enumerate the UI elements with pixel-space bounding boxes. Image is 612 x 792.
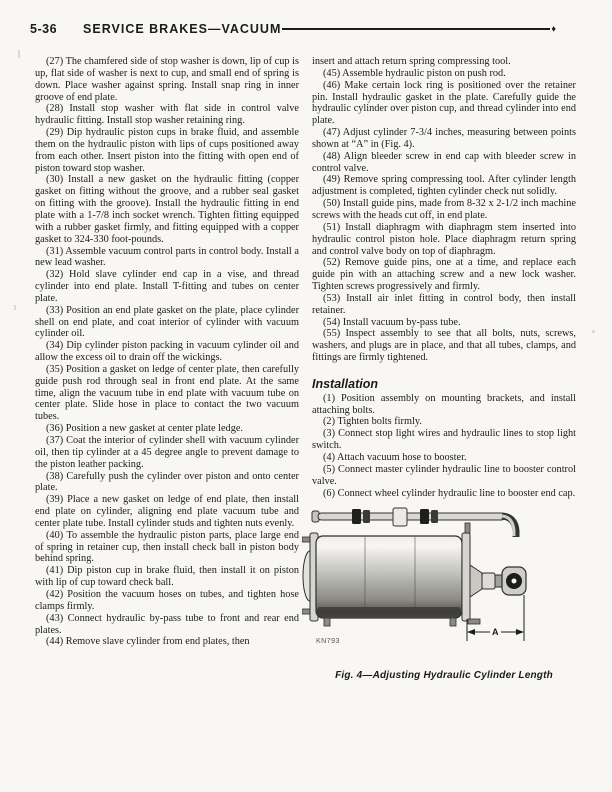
procedure-step: (34) Dip cylinder piston packing in vacuum cylinder oil and allow the excess oil to drain off the wickings. <box>35 340 299 364</box>
procedure-step: (47) Adjust cylinder 7-3/4 inches, measuring between points shown at “A” in (Fig. 4). <box>312 127 576 150</box>
procedure-step: (37) Coat the interior of cylinder shell with vacuum cylinder oil, then tip cylinder at a 45 degree angle to prevent damage to the piston leather packing. <box>35 435 299 470</box>
installation-steps <box>312 393 576 500</box>
scan-speck <box>14 305 16 310</box>
procedure-step: (50) Install guide pins, made from 8-32 x 2-1/2 inch machine screws with the heads cut off, in end plate. <box>312 198 576 221</box>
procedure-step: (36) Position a new gasket at center plate ledge. <box>46 423 244 435</box>
figure-4 <box>302 507 576 661</box>
procedure-step: (48) Align bleeder screw in end cap with bleeder screw in control valve. <box>312 150 576 174</box>
dimension-label: A <box>492 627 499 638</box>
installation-step: (1) Position assembly on mounting brackets, and install attaching bolts. <box>312 392 576 416</box>
left-column <box>35 56 299 682</box>
procedure-step: (38) Carefully push the cylinder over piston and onto center plate. <box>35 470 299 494</box>
figure-caption: Fig. 4—Adjusting Hydraulic Cylinder Length <box>335 670 553 682</box>
dimension-a <box>467 595 524 641</box>
installation-step: (4) Attach vacuum hose to booster. <box>323 452 467 463</box>
diamond-ornament: ♦ <box>551 23 556 33</box>
hose-clamp <box>420 509 429 524</box>
text-columns <box>35 56 576 682</box>
procedure-step: (27) The chamfered side of stop washer is down, lip of cup is up, flat side of washer is next to cup, and small end of spring is down. Place washer against spring. Install snap ring in inner groove of end plate. <box>35 56 299 103</box>
procedure-step: (32) Hold slave cylinder end cap in a vise, and thread cylinder into end plate. Install T-fitting and tubes on center plate. <box>35 269 299 304</box>
installation-step: (2) Tighten bolts firmly. <box>323 416 422 428</box>
cylinder-body <box>302 523 480 626</box>
procedure-step: (39) Place a new gasket on ledge of end plate, then install end plate on cylinder, aligning end plate vacuum tube and center plate tube. Install cylinder studs and tighten nuts evenly. <box>35 494 299 529</box>
procedure-step: (43) Connect hydraulic by-pass tube to front and rear end plates. <box>35 612 299 636</box>
scan-speck <box>18 50 20 58</box>
procedure-step: (29) Dip hydraulic piston cups in brake fluid, and assemble them on the hydraulic piston with lips of cups positioned away from each other. Insert piston into the fitting with open end of piston toward stop washer. <box>35 127 299 174</box>
procedure-step: (40) To assemble the hydraulic piston parts, place large end of spring in retainer cup, then install check ball in piston body behind spring. <box>35 529 299 565</box>
header-rule <box>282 28 550 30</box>
booster-cylinder-illustration <box>302 507 542 657</box>
scan-speck <box>592 330 595 333</box>
installation-heading: Installation <box>312 376 378 391</box>
section-title: SERVICE BRAKES—VACUUM <box>83 22 282 36</box>
procedure-step: (44) Remove slave cylinder from end plates, then <box>46 636 250 648</box>
hose-clamp <box>352 509 361 524</box>
push-rod <box>470 565 526 597</box>
right-column <box>312 56 576 682</box>
procedure-step: (31) Assemble vacuum control parts in control body. Install a new lead washer. <box>35 245 299 269</box>
procedure-step: (46) Make certain lock ring is positioned over the retainer pin. Install hydraulic gasket in the plate. Carefully guide the hydraulic cylinder over piston cup, and thread cylinder into end plate. <box>312 79 576 127</box>
installation-step: (5) Connect master cylinder hydraulic line to booster control valve. <box>312 463 576 487</box>
procedure-step: (51) Install diaphragm with diaphragm stem inserted into hydraulic control piston hole. Place diaphragm return spring and control valve body on top of diaphragm. <box>312 221 576 257</box>
procedure-step: (35) Position a gasket on ledge of center plate, then carefully guide push rod through seal in front end plate. At the same time, align the vacuum tube in end plate with vacuum tube on center plate. Slide hose in place to contact the two vacuum tubes. <box>35 363 299 423</box>
procedure-step: (28) Install stop washer with flat side in control valve hydraulic fitting. Install stop washer retaining ring. <box>35 103 299 127</box>
procedure-step: (49) Remove spring compressing tool. After cylinder length adjustment is completed, tighten cylinder check nut solidly. <box>312 174 576 198</box>
page-number: 5-36 <box>30 22 58 36</box>
procedure-step: (54) Install vacuum by-pass tube. <box>323 316 461 328</box>
procedure-steps-right <box>312 68 576 364</box>
procedure-step: (55) Inspect assembly to see that all bolts, nuts, screws, washers, and plugs are in place, and that all tubes, clamps, and fittings are firmly tightened. <box>312 328 576 364</box>
figure-code: KN793 <box>316 638 340 646</box>
vacuum-tube <box>312 508 516 537</box>
procedure-step: (30) Install a new gasket on the hydraulic fitting (copper gasket on fitting without the groove, and a rubber seal gasket on fitting with the groove). Install the hydraulic fitting in end plate with a 1-7/8 inch socket wrench. Tighten fitting equipped with a rubber gasket firmly, and fitting equipped with a copper gasket to 324-330 foot-pounds. <box>35 174 299 245</box>
procedure-step: (33) Position an end plate gasket on the plate, place cylinder shell on end plate, and coat interior of cylinder with vacuum cylinder oil. <box>35 304 299 340</box>
continuation-line: insert and attach return spring compressing tool. <box>312 56 511 67</box>
procedure-step: (45) Assemble hydraulic piston on push rod. <box>323 67 506 79</box>
installation-step: (3) Connect stop light wires and hydraulic lines to stop light switch. <box>312 428 576 452</box>
tube-bracket <box>393 508 407 526</box>
procedure-step: (53) Install air inlet fitting in control body, then install retainer. <box>312 292 576 316</box>
page-header <box>30 22 556 36</box>
procedure-step: (41) Dip piston cup in brake fluid, then install it on piston with lip of cup toward check ball. <box>35 565 299 589</box>
procedure-step: (52) Remove guide pins, one at a time, and replace each guide pin with an attaching screw and a new lock washer. Tighten screws progressively and firmly. <box>312 257 576 293</box>
installation-step: (6) Connect wheel cylinder hydraulic line to booster end cap. <box>323 487 576 499</box>
procedure-step: (42) Position the vacuum hoses on tubes, and tighten hose clamps firmly. <box>35 588 299 612</box>
